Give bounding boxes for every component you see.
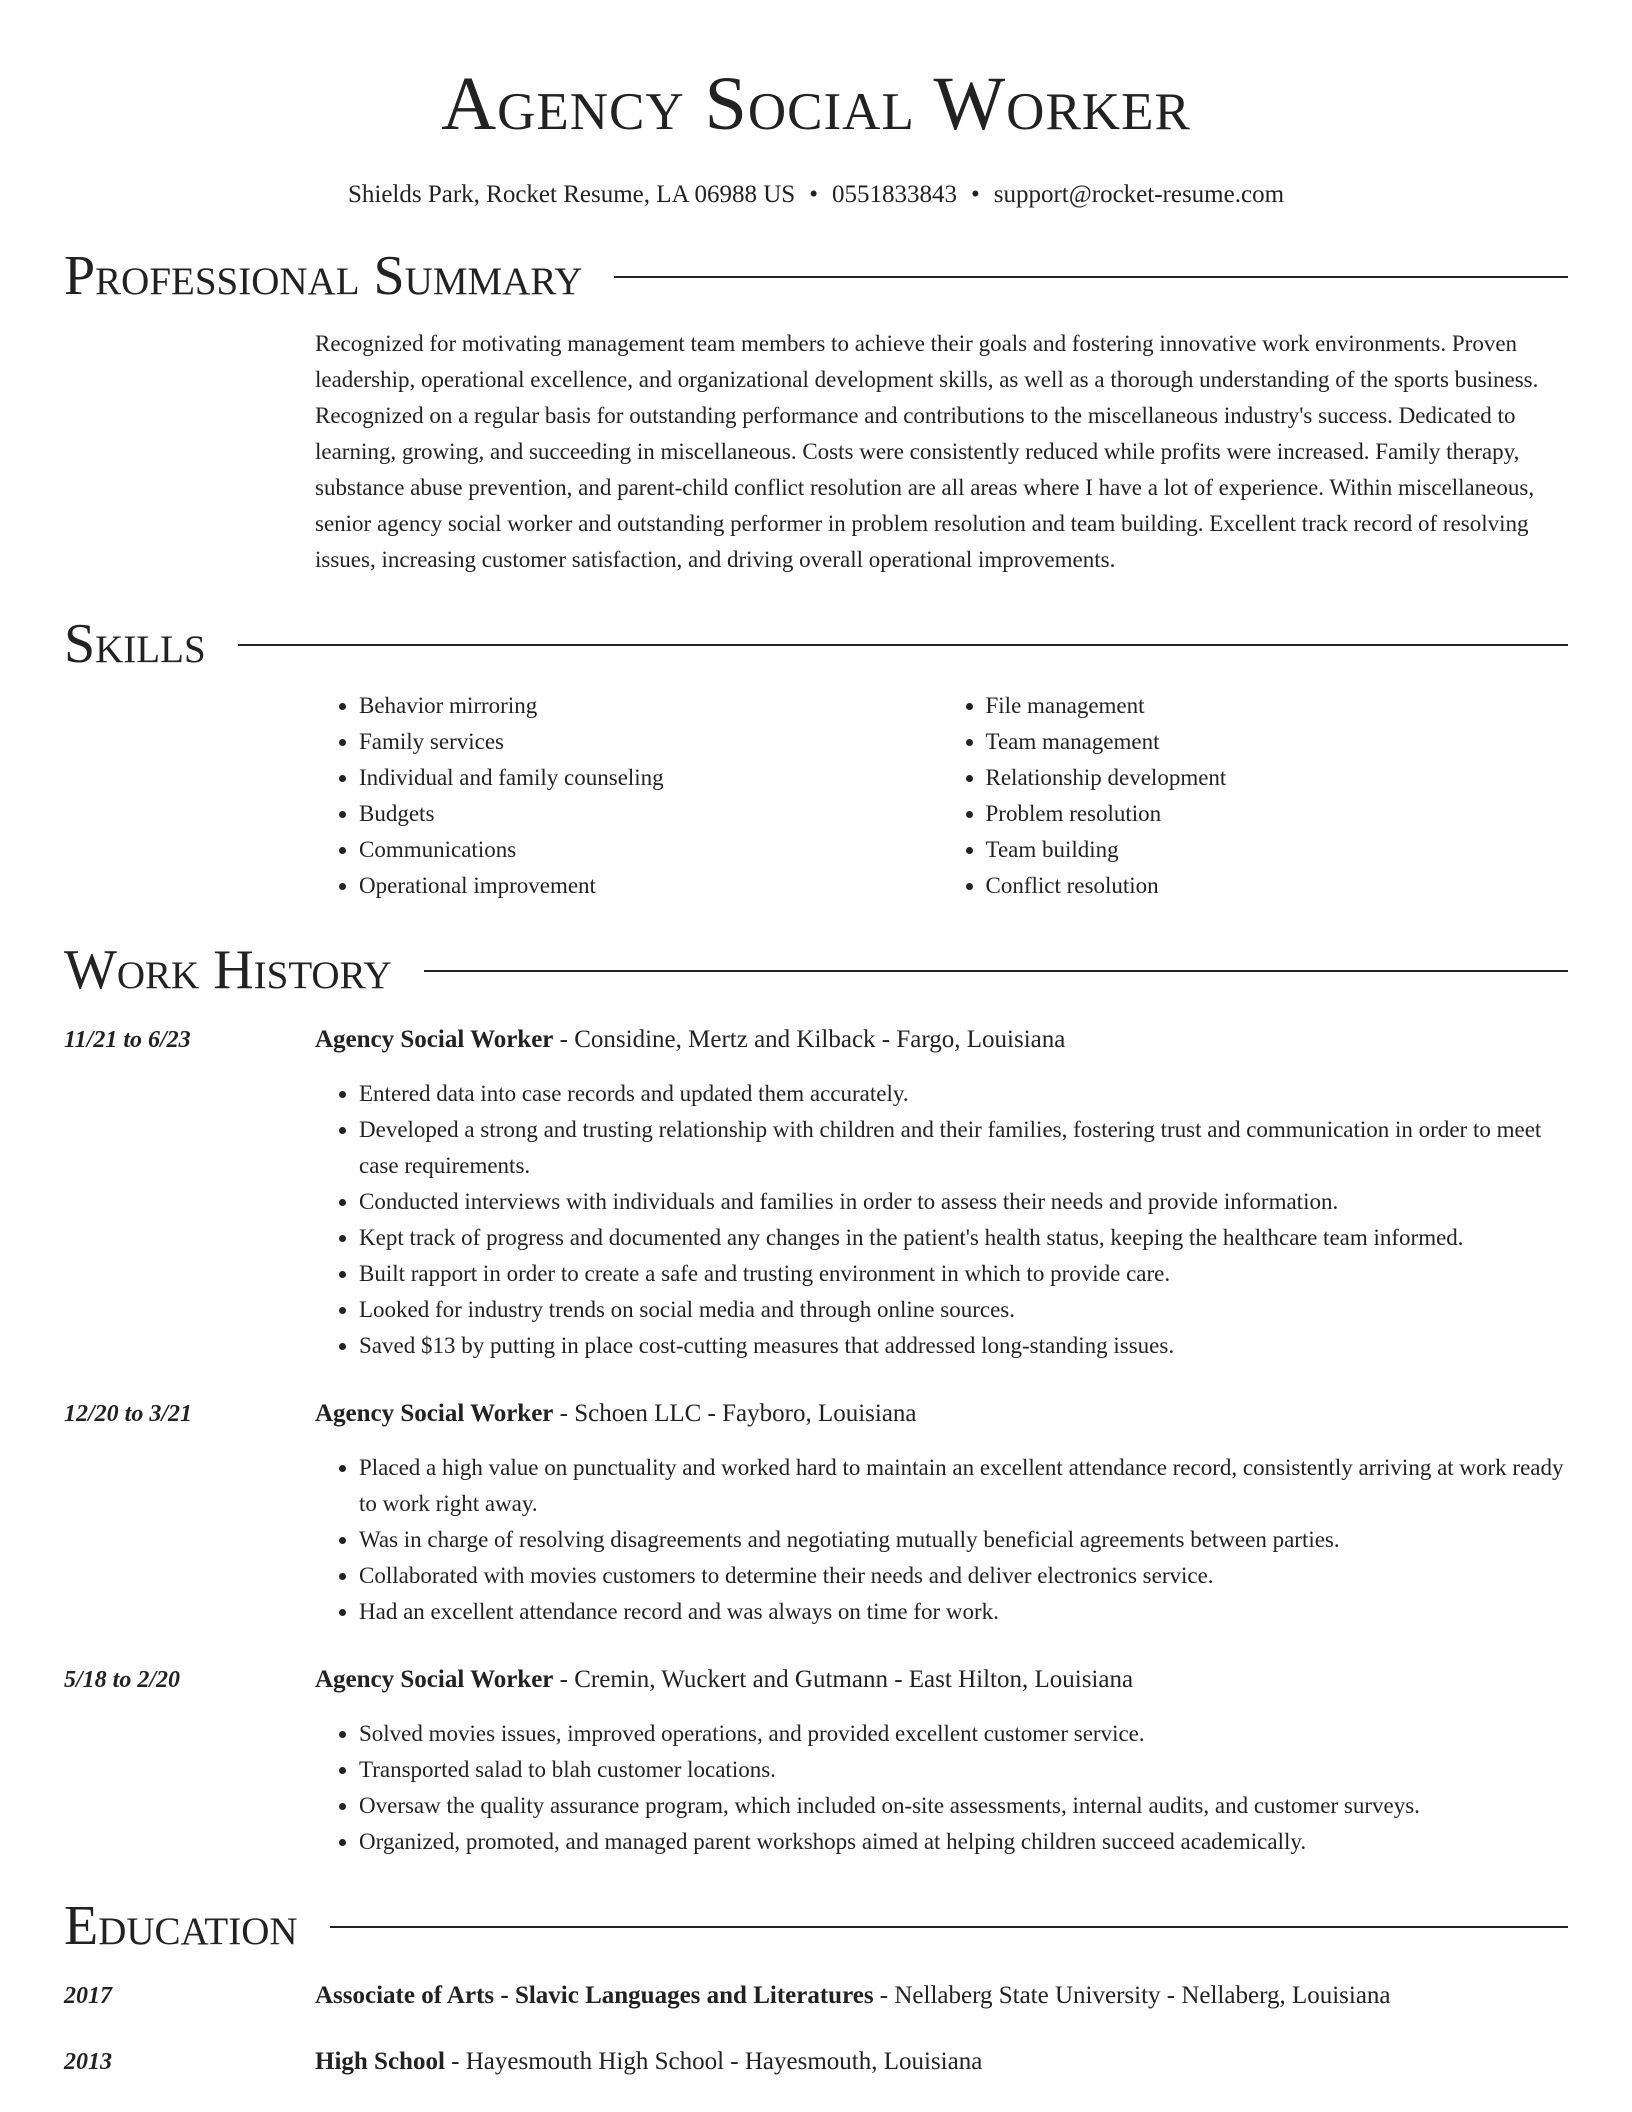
job-bullet: • Transported salad to blah customer locations. bbox=[359, 1752, 1568, 1788]
skill-item: • Communications bbox=[359, 832, 942, 868]
education-section-header bbox=[64, 1894, 1568, 1958]
job-entry bbox=[64, 1022, 1568, 1364]
section-divider bbox=[424, 970, 1568, 972]
job-bullet: • Placed a high value on punctuality and worked hard to maintain an excellent attendance record, consistently arriving at work ready to work right away. bbox=[359, 1450, 1568, 1522]
job-title-line bbox=[315, 1396, 1568, 1432]
job-entry bbox=[64, 1396, 1568, 1630]
work-section-header bbox=[64, 938, 1568, 1002]
job-bullet: • Oversaw the quality assurance program, which included on-site assessments, internal audits, and customer surveys. bbox=[359, 1788, 1568, 1824]
contact-email: support@rocket-resume.com bbox=[993, 181, 1285, 208]
job-dates: 11/21 to 6/23 bbox=[64, 1027, 191, 1053]
skill-item: • File management bbox=[986, 688, 1569, 724]
job-dates: 5/18 to 2/20 bbox=[64, 1667, 181, 1693]
job-bullet: • Conducted interviews with individuals and families in order to assess their needs and provide information. bbox=[359, 1184, 1568, 1220]
job-bullet: • Saved $13 by putting in place cost-cutting measures that addressed long-standing issues. bbox=[359, 1328, 1568, 1364]
job-employer: - Cremin, Wuckert and Gutmann - East Hilton, Louisiana bbox=[553, 1666, 1134, 1693]
job-employer: - Considine, Mertz and Kilback - Fargo, Louisiana bbox=[553, 1026, 1066, 1053]
job-title-line bbox=[315, 1022, 1568, 1058]
skill-item: • Conflict resolution bbox=[986, 868, 1569, 904]
education-title-line bbox=[315, 2044, 1568, 2080]
education-school: - Nellaberg State University - Nellaberg, Louisiana bbox=[873, 1982, 1391, 2009]
contact-separator: • bbox=[809, 181, 818, 208]
skills-list bbox=[315, 688, 1568, 904]
skill-item: • Team building bbox=[986, 832, 1569, 868]
summary-text: Recognized for motivating management team members to achieve their goals and fostering innovative work environments. Proven leadership, operational excellence, and organizational development skills, as well as a thorough understanding of the sports business. Recognized on a regular basis for outstanding performance and contributions to the miscellaneous industry's success. Dedicated to learning, growing, and succeeding in miscellaneous. Costs were consistently reduced while profits were increased. Family therapy, substance abuse prevention, and parent-child conflict resolution are all areas where I have a lot of experience. Within miscellaneous, senior agency social worker and outstanding performer in problem resolution and team building. Excellent track record of resolving issues, increasing customer satisfaction, and driving overall operational improvements. bbox=[315, 331, 1539, 572]
skill-item: • Budgets bbox=[359, 796, 942, 832]
education-degree: Associate of Arts - Slavic Languages and Literatures bbox=[315, 1982, 874, 2009]
education-year: 2017 bbox=[64, 1983, 112, 2009]
skills-column-left bbox=[315, 688, 942, 904]
job-bullet: • Developed a strong and trusting relationship with children and their families, fostering trust and communication in order to meet case requirements. bbox=[359, 1112, 1568, 1184]
job-bullet: • Built rapport in order to create a safe and trusting environment in which to provide care. bbox=[359, 1256, 1568, 1292]
job-bullets bbox=[315, 1076, 1568, 1364]
education-entry bbox=[64, 1978, 1568, 2014]
job-bullets bbox=[315, 1450, 1568, 1630]
candidate-name: Agency Social Worker bbox=[441, 62, 1191, 146]
job-entry bbox=[64, 1662, 1568, 1860]
work-section-title: Work History bbox=[64, 939, 392, 1001]
skills-section-header bbox=[64, 612, 1568, 676]
job-bullet: • Kept track of progress and documented any changes in the patient's health status, keeping the healthcare team informed. bbox=[359, 1220, 1568, 1256]
summary-section-header bbox=[64, 244, 1568, 308]
job-dates: 12/20 to 3/21 bbox=[64, 1401, 193, 1427]
job-bullet: • Collaborated with movies customers to determine their needs and deliver electronics service. bbox=[359, 1558, 1568, 1594]
skills-column-right bbox=[942, 688, 1569, 904]
job-role: Agency Social Worker bbox=[315, 1666, 554, 1693]
job-bullet: • Was in charge of resolving disagreements and negotiating mutually beneficial agreements between parties. bbox=[359, 1522, 1568, 1558]
skills-section-title: Skills bbox=[64, 613, 206, 675]
skill-item: • Behavior mirroring bbox=[359, 688, 942, 724]
education-section-title: Education bbox=[64, 1895, 298, 1957]
job-role: Agency Social Worker bbox=[315, 1400, 554, 1427]
skill-item: • Individual and family counseling bbox=[359, 760, 942, 796]
section-divider bbox=[614, 276, 1568, 278]
job-employer: - Schoen LLC - Fayboro, Louisiana bbox=[553, 1400, 917, 1427]
skill-item: • Family services bbox=[359, 724, 942, 760]
resume-header bbox=[64, 0, 1568, 210]
education-title-line bbox=[315, 1978, 1568, 2014]
section-divider bbox=[330, 1926, 1568, 1928]
contact-address: Shields Park, Rocket Resume, LA 06988 US bbox=[347, 181, 796, 208]
section-divider bbox=[238, 644, 1568, 646]
education-school: - Hayesmouth High School - Hayesmouth, Louisiana bbox=[444, 2048, 983, 2075]
education-degree: High School bbox=[315, 2048, 445, 2075]
skill-item: • Problem resolution bbox=[986, 796, 1569, 832]
education-year: 2013 bbox=[64, 2049, 112, 2075]
job-bullet: • Solved movies issues, improved operations, and provided excellent customer service. bbox=[359, 1716, 1568, 1752]
job-bullet: • Looked for industry trends on social media and through online sources. bbox=[359, 1292, 1568, 1328]
education-entry bbox=[64, 2044, 1568, 2080]
summary-section-title: Professional Summary bbox=[64, 245, 583, 307]
contact-line bbox=[64, 180, 1568, 210]
job-bullet: • Organized, promoted, and managed parent workshops aimed at helping children succeed academically. bbox=[359, 1824, 1568, 1860]
skill-item: • Team management bbox=[986, 724, 1569, 760]
job-title-line bbox=[315, 1662, 1568, 1698]
contact-separator: • bbox=[970, 181, 980, 208]
job-bullets bbox=[315, 1716, 1568, 1860]
skill-item: • Relationship development bbox=[986, 760, 1569, 796]
skill-item: • Operational improvement bbox=[359, 868, 942, 904]
job-bullet: • Entered data into case records and updated them accurately. bbox=[359, 1076, 1568, 1112]
contact-phone: 0551833843 bbox=[831, 181, 957, 208]
job-role: Agency Social Worker bbox=[315, 1026, 554, 1053]
job-bullet: • Had an excellent attendance record and was always on time for work. bbox=[359, 1594, 1568, 1630]
